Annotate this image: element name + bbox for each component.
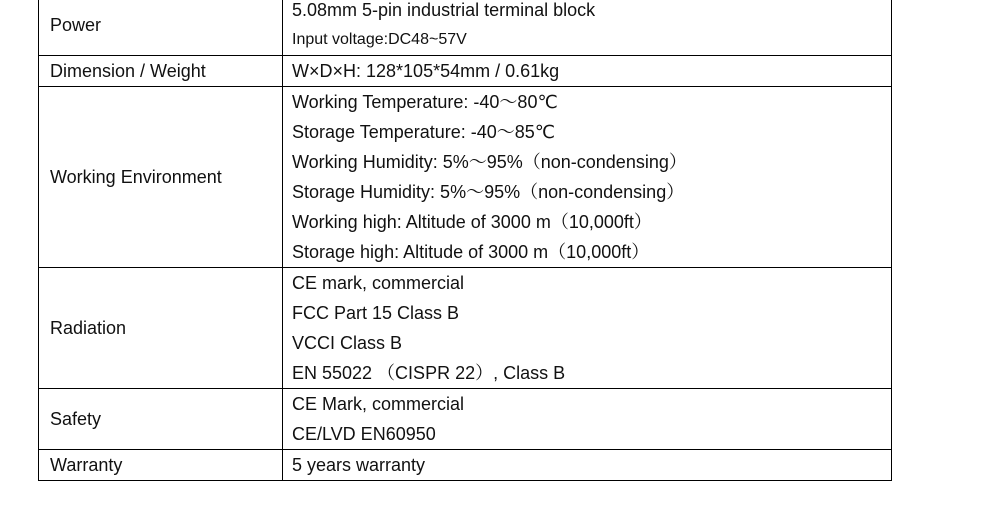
spec-value-line: Storage high: Altitude of 3000 m（10,000ft） <box>292 242 650 262</box>
spec-value-line: 5 years warranty <box>292 455 426 475</box>
spec-value <box>283 268 892 389</box>
spec-row-power <box>39 0 892 56</box>
spec-value-line: 5.08mm 5-pin industrial terminal block <box>292 0 596 20</box>
spec-value-line: FCC Part 15 Class B <box>292 303 460 323</box>
spec-value-line: Input voltage:DC48~57V <box>292 31 467 48</box>
spec-row-radiation <box>39 268 892 389</box>
spec-row-working-environment <box>39 87 892 268</box>
spec-value-line: CE mark, commercial <box>292 273 465 293</box>
spec-value <box>283 0 892 56</box>
spec-value <box>283 87 892 268</box>
spec-label: Dimension / Weight <box>39 56 283 87</box>
spec-value-line: CE/LVD EN60950 <box>292 424 436 444</box>
spec-label: Safety <box>39 389 283 450</box>
spec-label: Radiation <box>39 268 283 389</box>
spec-value-line: VCCI Class B <box>292 333 403 353</box>
spec-label: Power <box>39 0 283 56</box>
spec-value-line: Storage Humidity: 5%～95%（non-condensing） <box>292 182 685 202</box>
spec-value-line: CE Mark, commercial <box>292 394 465 414</box>
spec-value-line: Working Temperature: -40～80℃ <box>292 92 558 112</box>
spec-value-line: W×D×H: 128*105*54mm / 0.61kg <box>292 61 560 81</box>
spec-row-dimension-weight <box>39 56 892 87</box>
spec-value-line: Working high: Altitude of 3000 m（10,000ft） <box>292 212 652 232</box>
spec-row-warranty <box>39 450 892 481</box>
spec-table <box>38 0 892 481</box>
spec-value <box>283 450 892 481</box>
spec-label: Working Environment <box>39 87 283 268</box>
spec-value <box>283 56 892 87</box>
spec-value-line: Working Humidity: 5%～95%（non-condensing） <box>292 152 687 172</box>
spec-value-line: EN 55022 （CISPR 22）, Class B <box>292 363 566 383</box>
spec-value <box>283 389 892 450</box>
spec-row-safety <box>39 389 892 450</box>
spec-label: Warranty <box>39 450 283 481</box>
spec-value-line: Storage Temperature: -40～85℃ <box>292 122 556 142</box>
